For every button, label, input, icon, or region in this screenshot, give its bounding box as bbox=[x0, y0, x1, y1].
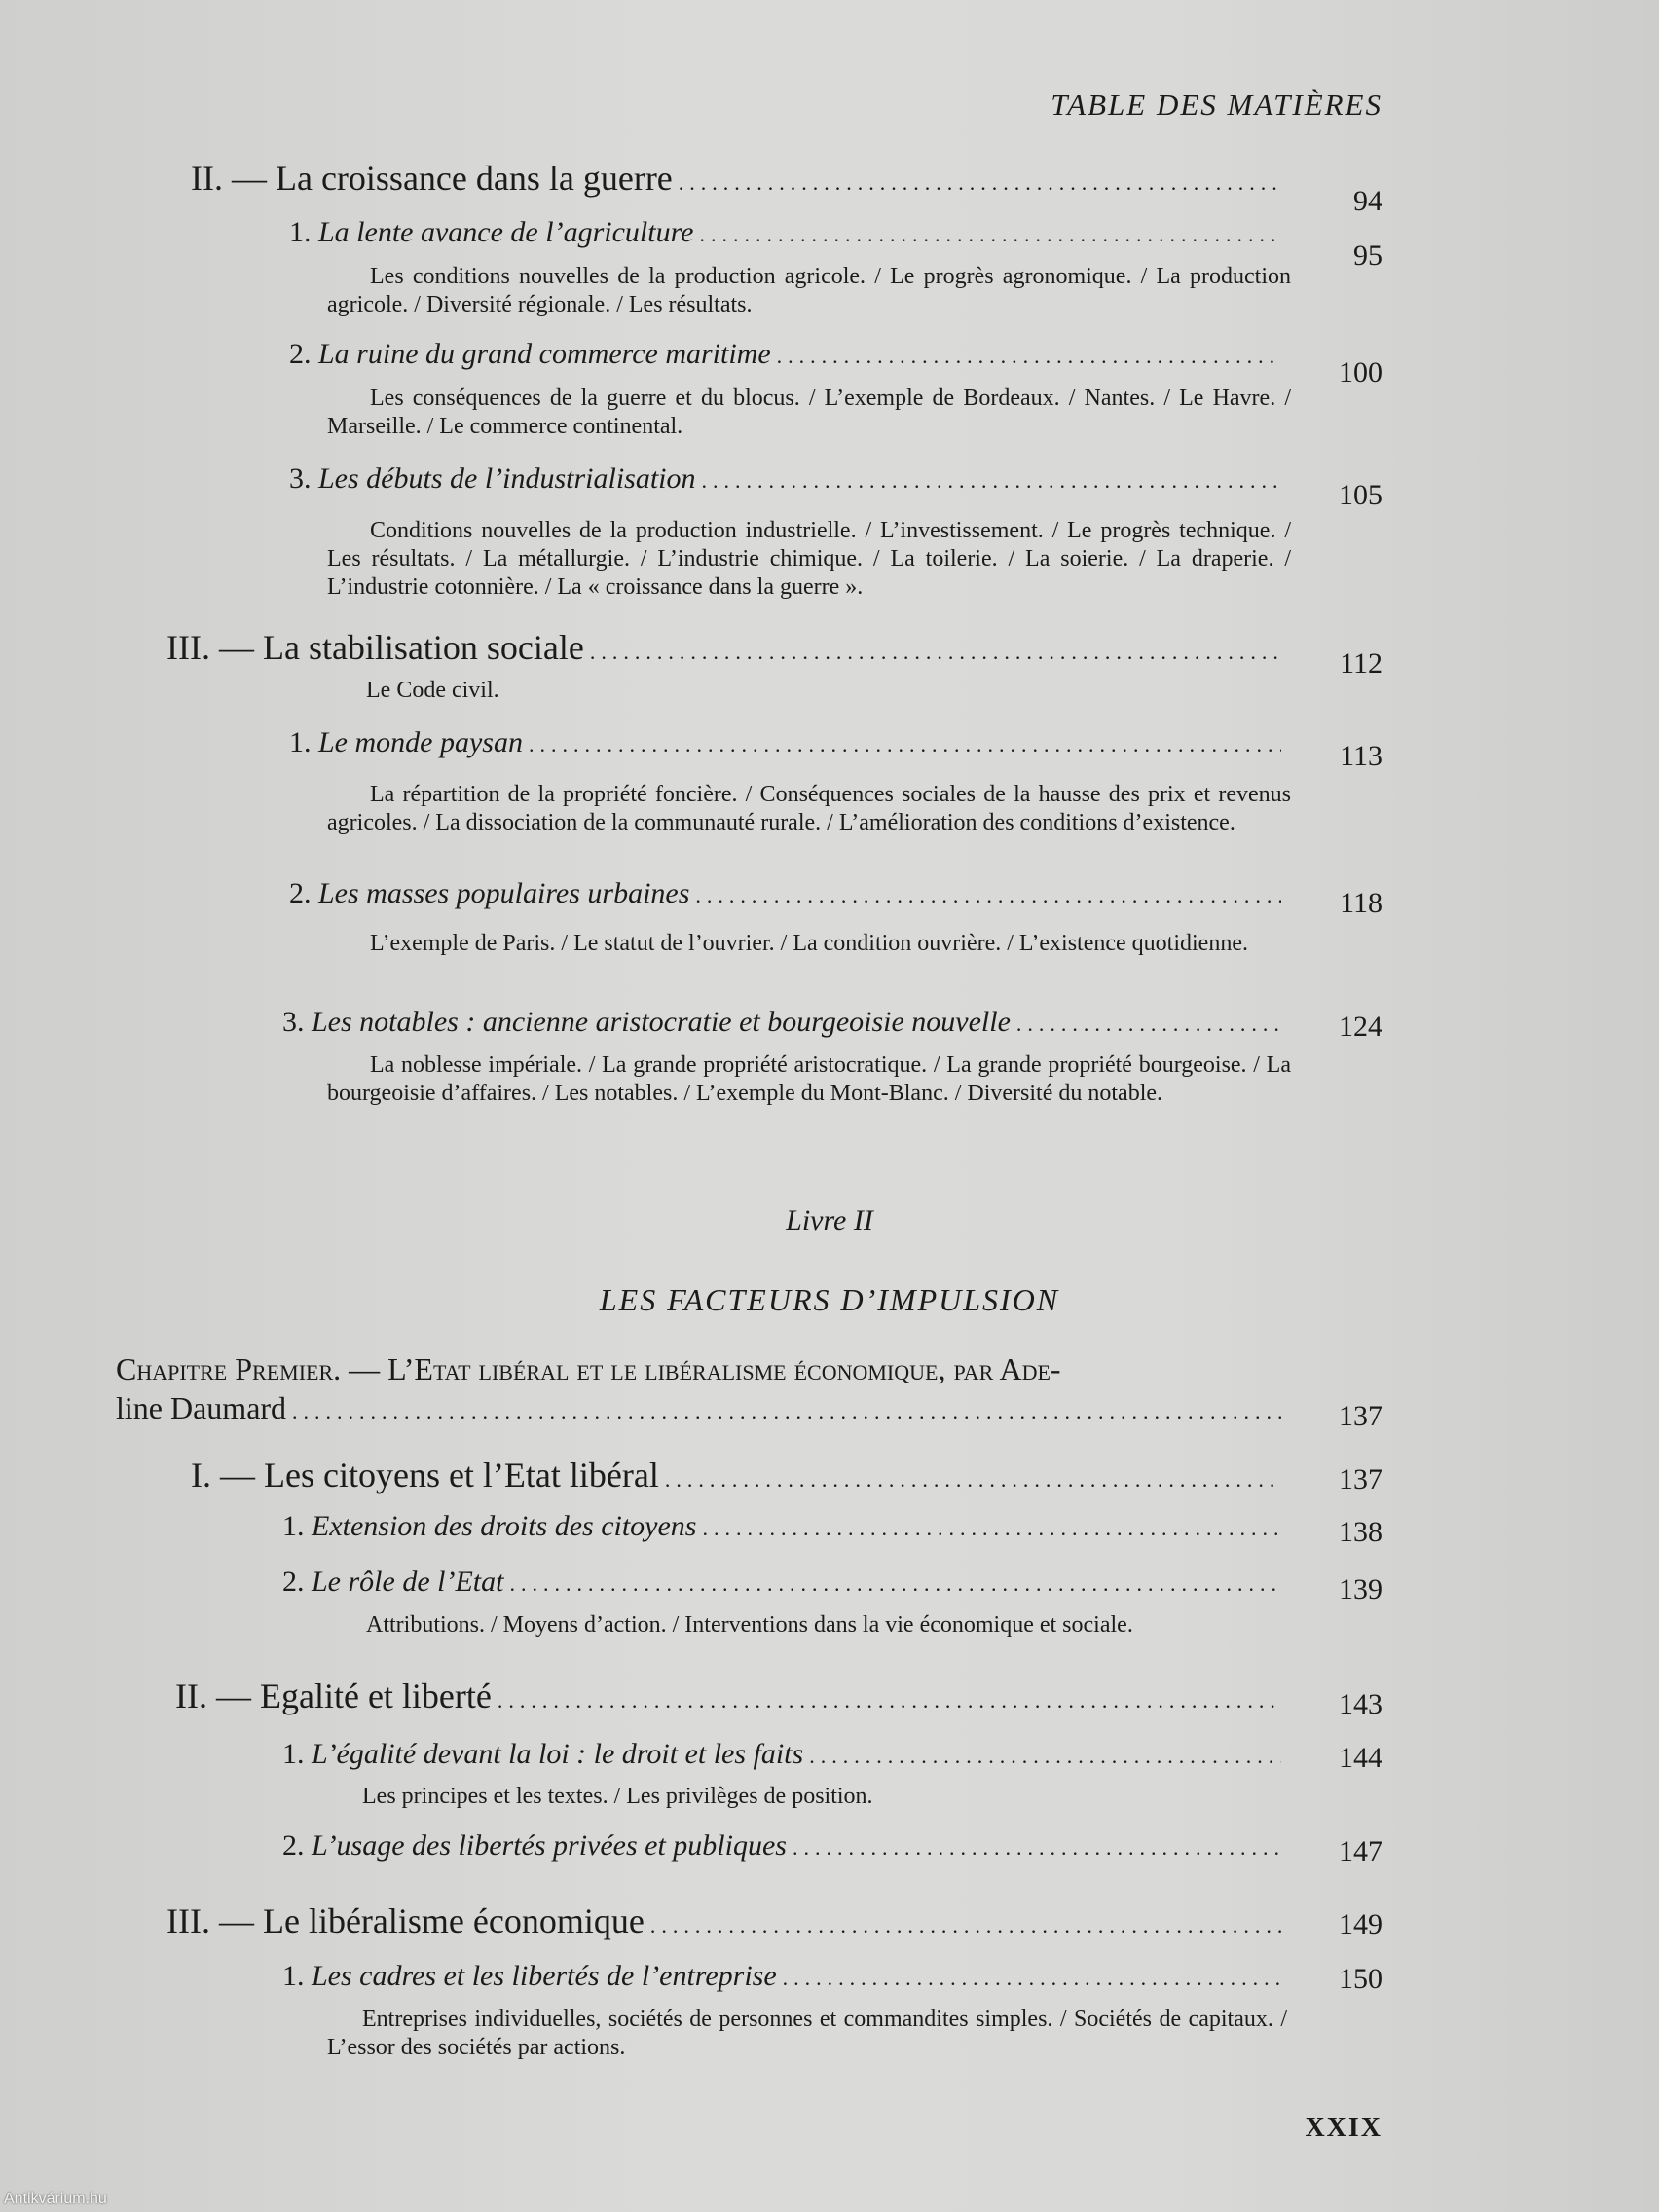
entry-title: La stabilisation sociale bbox=[262, 628, 584, 667]
dot-leader bbox=[699, 222, 1281, 247]
entry-number: 2. bbox=[289, 338, 312, 370]
entry-title: Le monde paysan bbox=[318, 726, 523, 758]
page-number: 137 bbox=[1339, 1400, 1382, 1432]
entry-number: 3. bbox=[289, 462, 312, 495]
toc-entry-subsection bbox=[289, 726, 1281, 759]
dot-leader bbox=[292, 1399, 1281, 1424]
entry-number: 1. bbox=[289, 726, 312, 758]
entry-number: 3. bbox=[282, 1006, 305, 1038]
page-number: 138 bbox=[1339, 1516, 1382, 1548]
dot-leader bbox=[529, 732, 1281, 757]
dot-leader bbox=[702, 468, 1281, 494]
page-number: 124 bbox=[1339, 1011, 1382, 1043]
entry-description: Le Code civil. bbox=[366, 678, 499, 703]
entry-number: I. — bbox=[191, 1456, 255, 1494]
dot-leader bbox=[590, 640, 1281, 665]
dot-leader bbox=[665, 1467, 1281, 1493]
chapter-title-continued: line Daumard ..... bbox=[116, 1390, 1281, 1426]
page-number: 105 bbox=[1339, 479, 1382, 511]
folio-page-number: XXIX bbox=[1305, 2113, 1382, 2143]
page-number: 94 bbox=[1353, 185, 1382, 217]
entry-number: III. — bbox=[166, 628, 254, 667]
watermark: Antikvárium.hu bbox=[4, 2191, 107, 2207]
dot-leader bbox=[783, 1966, 1281, 1991]
dot-leader bbox=[509, 1571, 1281, 1597]
toc-entry-subsection bbox=[289, 216, 1281, 249]
entry-number: III. — bbox=[166, 1901, 254, 1940]
page-number: 143 bbox=[1339, 1688, 1382, 1720]
entry-description: Les conséquences de la guerre et du blocus. / L’exemple de Bordeaux. / Nantes. / Le Havre. / Marseille. / Le commerce continental. bbox=[327, 386, 1291, 439]
dot-leader bbox=[702, 1516, 1281, 1541]
entry-title: La ruine du grand commerce maritime bbox=[318, 338, 771, 370]
dot-leader bbox=[809, 1744, 1281, 1769]
entry-description: Conditions nouvelles de la production industrielle. / L’investissement. / Le progrès technique. / Les résultats. / La métallurgie. / L’industrie chimique. / La toilerie. / La soierie. / La draperie. / L’industrie cotonnière. / La « croissance dans la guerre ». bbox=[327, 518, 1291, 600]
entry-title: Extension des droits des citoyens bbox=[312, 1510, 697, 1542]
book-label: Livre II bbox=[786, 1204, 873, 1236]
entry-title: Egalité et liberté bbox=[259, 1677, 492, 1715]
entry-title: Les masses populaires urbaines bbox=[318, 877, 690, 909]
page-number: 118 bbox=[1340, 887, 1382, 919]
entry-title: Les cadres et les libertés de l’entreprise bbox=[312, 1960, 777, 1992]
dot-leader bbox=[793, 1835, 1281, 1861]
entry-title: L’usage des libertés privées et publiques bbox=[312, 1829, 787, 1862]
entry-number: 2. bbox=[282, 1566, 305, 1598]
toc-entry-section bbox=[166, 1900, 1281, 1941]
page-number: 112 bbox=[1340, 647, 1382, 680]
toc-entry-section bbox=[191, 1455, 1281, 1495]
entry-number: 2. bbox=[289, 877, 312, 909]
page-number: 137 bbox=[1339, 1463, 1382, 1495]
page-number: 147 bbox=[1339, 1835, 1382, 1867]
entry-number: 1. bbox=[289, 216, 312, 248]
page-number: 150 bbox=[1339, 1963, 1382, 1995]
toc-entry-subsection bbox=[289, 338, 1281, 371]
toc-entry-subsection bbox=[282, 1960, 1281, 1993]
toc-entry-subsection bbox=[289, 462, 1281, 496]
toc-entry-section bbox=[175, 1676, 1281, 1716]
page-number: 113 bbox=[1340, 740, 1382, 772]
toc-entry-section bbox=[166, 627, 1281, 668]
dot-leader bbox=[498, 1688, 1281, 1714]
dot-leader bbox=[777, 344, 1281, 369]
page-number: 144 bbox=[1339, 1742, 1382, 1774]
entry-number: II. — bbox=[175, 1677, 251, 1715]
toc-entry-section bbox=[191, 158, 1281, 199]
toc-entry-subsection bbox=[282, 1829, 1281, 1862]
entry-title: Le libéralisme économique bbox=[262, 1901, 645, 1940]
entry-description: Les conditions nouvelles de la production agricole. / Le progrès agronomique. / La production agricole. / Diversité régionale. / Les résultats. bbox=[327, 264, 1291, 317]
entry-description: La répartition de la propriété foncière. / Conséquences sociales de la hausse des prix et revenus agricoles. / La dissociation de la communauté rurale. / L’amélioration des conditions d’existence. bbox=[327, 782, 1291, 835]
entry-number: 2. bbox=[282, 1829, 305, 1862]
toc-entry-subsection bbox=[282, 1738, 1281, 1771]
dot-leader bbox=[679, 170, 1281, 196]
entry-title: La croissance dans la guerre bbox=[275, 159, 673, 198]
toc-entry-subsection bbox=[289, 877, 1281, 910]
running-header: TABLE DES MATIÈRES bbox=[1051, 88, 1382, 122]
entry-title: Les notables : ancienne aristocratie et bourgeoisie nouvelle bbox=[312, 1006, 1011, 1038]
entry-title: Le rôle de l’Etat bbox=[312, 1566, 504, 1598]
entry-number: II. — bbox=[191, 159, 267, 198]
entry-title: Les citoyens et l’Etat libéral bbox=[264, 1456, 659, 1494]
entry-number: 1. bbox=[282, 1510, 305, 1542]
entry-description: L’exemple de Paris. / Le statut de l’ouvrier. / La condition ouvrière. / L’existence quotidienne. bbox=[370, 931, 1248, 956]
entry-title: Les débuts de l’industrialisation bbox=[318, 462, 696, 495]
dot-leader bbox=[695, 883, 1281, 908]
page-number: 95 bbox=[1353, 240, 1382, 272]
dot-leader bbox=[1016, 1012, 1281, 1037]
page-number: 139 bbox=[1339, 1573, 1382, 1605]
toc-entry-subsection bbox=[282, 1006, 1281, 1039]
toc-entry-subsection bbox=[282, 1510, 1281, 1543]
entry-description: La noblesse impériale. / La grande propriété aristocratique. / La grande propriété bourgeoise. / La bourgeoisie d’affaires. / Les notables. / L’exemple du Mont-Blanc. / Diversité du notable. bbox=[327, 1052, 1291, 1106]
page-number: 149 bbox=[1339, 1908, 1382, 1940]
chapter-title: Chapitre Premier. — L’Etat libéral et le libéralisme économique, par Ade- bbox=[116, 1351, 1061, 1386]
entry-number: 1. bbox=[282, 1960, 305, 1992]
entry-number: 1. bbox=[282, 1738, 305, 1770]
entry-title: La lente avance de l’agriculture bbox=[318, 216, 694, 248]
entry-description: Attributions. / Moyens d’action. / Interventions dans la vie économique et sociale. bbox=[366, 1612, 1133, 1638]
book-title: LES FACTEURS D’IMPULSION bbox=[599, 1282, 1060, 1317]
entry-title: L’égalité devant la loi : le droit et les faits bbox=[312, 1738, 804, 1770]
entry-description: Les principes et les textes. / Les privilèges de position. bbox=[362, 1784, 873, 1809]
page-number: 100 bbox=[1339, 356, 1382, 388]
entry-description: Entreprises individuelles, sociétés de personnes et commandites simples. / Sociétés de capitaux. / L’essor des sociétés par actions. bbox=[327, 2007, 1287, 2060]
toc-entry-subsection bbox=[282, 1566, 1281, 1599]
dot-leader bbox=[650, 1913, 1281, 1938]
